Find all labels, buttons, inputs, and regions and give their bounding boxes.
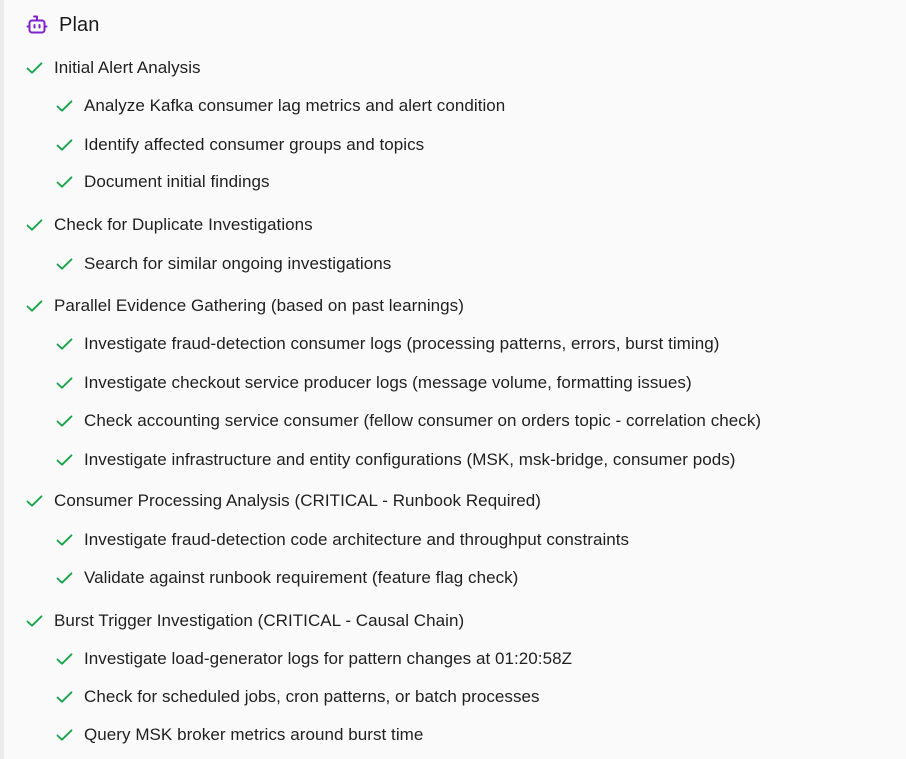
check-icon	[26, 494, 44, 508]
plan-subtask	[56, 409, 761, 433]
plan-task-label: Consumer Processing Analysis (CRITICAL - Runbook Required)	[54, 491, 541, 510]
plan-subtask	[56, 332, 719, 356]
plan-subtask-label: Investigate fraud-detection code architecture and throughput constraints	[84, 530, 630, 549]
check-icon	[56, 376, 74, 390]
check-icon	[56, 99, 74, 113]
panel-left-border	[0, 0, 4, 759]
plan-task-label: Parallel Evidence Gathering (based on past learnings)	[54, 296, 464, 315]
check-icon	[26, 614, 44, 628]
plan-subtask-label: Investigate load-generator logs for pattern changes at 01:20:58Z	[84, 649, 573, 668]
plan-subtask-label: Analyze Kafka consumer lag metrics and alert condition	[84, 96, 506, 115]
plan-subtask	[56, 170, 270, 194]
check-icon	[56, 414, 74, 428]
plan-subtask	[56, 448, 736, 472]
plan-task	[26, 213, 313, 237]
plan-task-label: Initial Alert Analysis	[54, 58, 201, 77]
plan-header	[26, 11, 99, 39]
plan-subtask	[56, 133, 424, 157]
plan-subtask	[56, 647, 572, 671]
plan-subtask-label: Document initial findings	[84, 172, 270, 191]
check-icon	[26, 218, 44, 232]
check-icon	[56, 690, 74, 704]
plan-title: Plan	[59, 13, 100, 36]
check-icon	[56, 728, 74, 742]
check-icon	[26, 61, 44, 75]
plan-subtask	[56, 94, 505, 118]
check-icon	[26, 299, 44, 313]
plan-task	[26, 56, 201, 80]
plan-subtask-label: Investigate fraud-detection consumer logs (processing patterns, errors, burst timing)	[84, 334, 720, 353]
plan-subtask	[56, 723, 423, 747]
plan-subtask	[56, 566, 518, 590]
check-icon	[56, 453, 74, 467]
plan-subtask	[56, 528, 629, 552]
check-icon	[56, 533, 74, 547]
plan-subtask	[56, 685, 540, 709]
plan-subtask-label: Investigate checkout service producer logs (message volume, formatting issues)	[84, 373, 692, 392]
plan-subtask-label: Identify affected consumer groups and topics	[84, 135, 425, 154]
plan-subtask-label: Investigate infrastructure and entity configurations (MSK, msk-bridge, consumer pods)	[84, 450, 736, 469]
plan-task	[26, 609, 464, 633]
plan-task	[26, 489, 541, 513]
plan-task-label: Burst Trigger Investigation (CRITICAL - Causal Chain)	[54, 611, 465, 630]
check-icon	[56, 652, 74, 666]
plan-task-label: Check for Duplicate Investigations	[54, 215, 313, 234]
plan-subtask-label: Check for scheduled jobs, cron patterns, or batch processes	[84, 687, 540, 706]
plan-subtask-label: Check accounting service consumer (fellow consumer on orders topic - correlation check)	[84, 411, 762, 430]
check-icon	[56, 257, 74, 271]
plan-subtask-label: Validate against runbook requirement (feature flag check)	[84, 568, 519, 587]
check-icon	[56, 337, 74, 351]
plan-subtask-label: Query MSK broker metrics around burst time	[84, 725, 424, 744]
check-icon	[56, 571, 74, 585]
check-icon	[56, 138, 74, 152]
plan-subtask	[56, 371, 692, 395]
plan-task	[26, 294, 464, 318]
check-icon	[56, 175, 74, 189]
robot-icon	[26, 14, 48, 36]
plan-subtask-label: Search for similar ongoing investigations	[84, 254, 392, 273]
plan-subtask	[56, 252, 391, 276]
